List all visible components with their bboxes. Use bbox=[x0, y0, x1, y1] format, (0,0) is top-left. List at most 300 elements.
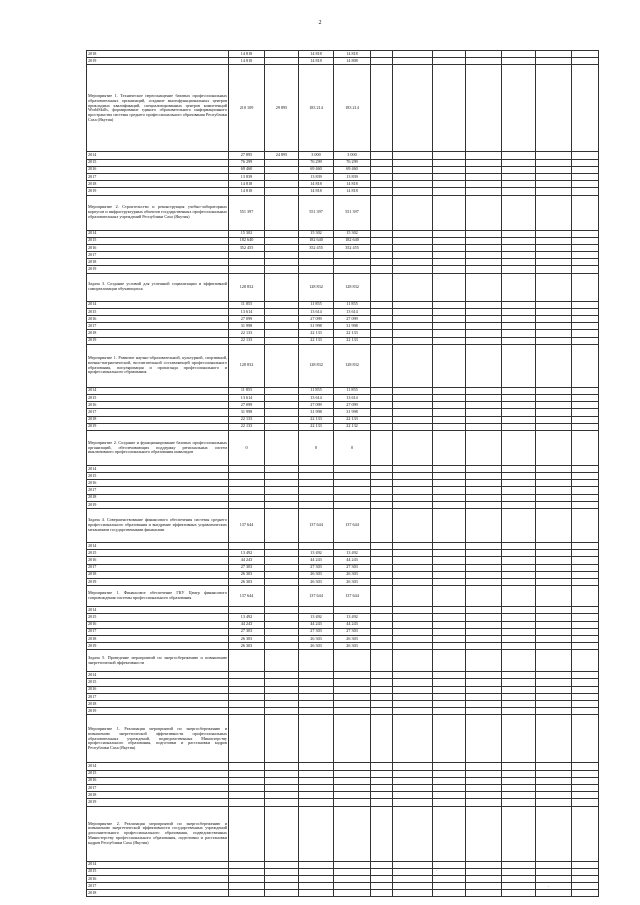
empty-cell bbox=[393, 890, 433, 897]
empty-cell bbox=[536, 166, 572, 173]
amount-cell bbox=[229, 252, 265, 259]
year-cell: 2015 bbox=[87, 614, 229, 621]
amount-cell bbox=[229, 543, 265, 550]
empty-cell bbox=[572, 387, 599, 394]
amount-cell bbox=[229, 686, 265, 693]
year-cell: 2019 bbox=[87, 188, 229, 195]
year-cell: 2015 bbox=[87, 237, 229, 244]
amount-cell bbox=[229, 763, 265, 770]
amount-cell bbox=[334, 650, 371, 672]
empty-cell bbox=[466, 301, 502, 308]
amount-cell bbox=[229, 480, 265, 487]
year-cell: 2019 bbox=[87, 337, 229, 344]
amount-cell bbox=[334, 861, 371, 868]
empty-cell bbox=[536, 387, 572, 394]
amount-cell bbox=[229, 650, 265, 672]
empty-cell bbox=[502, 586, 536, 607]
empty-cell bbox=[466, 316, 502, 323]
amount-cell bbox=[265, 883, 299, 890]
empty-cell bbox=[536, 628, 572, 635]
year-row bbox=[87, 480, 599, 487]
empty-cell bbox=[393, 430, 433, 465]
amount-cell bbox=[265, 777, 299, 784]
empty-cell bbox=[371, 423, 393, 430]
empty-cell bbox=[502, 423, 536, 430]
amount-cell bbox=[265, 875, 299, 882]
empty-cell bbox=[466, 672, 502, 679]
year-row bbox=[87, 237, 599, 244]
amount-cell: 14 818 bbox=[299, 188, 334, 195]
year-cell: 2014 bbox=[87, 465, 229, 472]
amount-cell: 26 303 bbox=[299, 635, 334, 642]
amount-cell bbox=[229, 266, 265, 273]
activity-row bbox=[87, 273, 599, 301]
empty-cell bbox=[502, 784, 536, 791]
empty-cell bbox=[536, 708, 572, 715]
empty-cell bbox=[393, 693, 433, 700]
amount-cell bbox=[265, 487, 299, 494]
empty-cell bbox=[536, 65, 572, 152]
empty-cell bbox=[502, 693, 536, 700]
empty-cell bbox=[536, 58, 572, 65]
empty-cell bbox=[393, 230, 433, 237]
empty-cell bbox=[536, 784, 572, 791]
empty-cell bbox=[393, 166, 433, 173]
amount-cell: 551 397 bbox=[299, 195, 334, 230]
empty-cell bbox=[371, 799, 393, 806]
empty-cell bbox=[371, 571, 393, 578]
empty-cell bbox=[371, 586, 393, 607]
empty-cell bbox=[466, 487, 502, 494]
empty-cell bbox=[466, 58, 502, 65]
year-row bbox=[87, 473, 599, 480]
empty-cell bbox=[371, 344, 393, 387]
amount-cell bbox=[299, 763, 334, 770]
empty-cell bbox=[466, 868, 502, 875]
year-row bbox=[87, 701, 599, 708]
empty-cell bbox=[572, 188, 599, 195]
empty-cell bbox=[502, 173, 536, 180]
empty-cell bbox=[502, 323, 536, 330]
amount-cell bbox=[229, 672, 265, 679]
empty-cell bbox=[536, 861, 572, 868]
amount-cell: 26 303 bbox=[334, 571, 371, 578]
year-cell: 2016 bbox=[87, 166, 229, 173]
empty-cell bbox=[466, 480, 502, 487]
empty-cell bbox=[393, 237, 433, 244]
empty-cell bbox=[572, 316, 599, 323]
amount-cell: 13 492 bbox=[299, 614, 334, 621]
empty-cell bbox=[371, 550, 393, 557]
amount-cell: 31 998 bbox=[299, 409, 334, 416]
empty-cell bbox=[466, 494, 502, 501]
empty-cell bbox=[371, 273, 393, 301]
amount-cell bbox=[334, 480, 371, 487]
amount-cell bbox=[265, 701, 299, 708]
amount-cell bbox=[334, 875, 371, 882]
empty-cell bbox=[502, 409, 536, 416]
empty-cell bbox=[572, 58, 599, 65]
amount-cell bbox=[334, 473, 371, 480]
amount-cell: 128 832 bbox=[299, 273, 334, 301]
empty-cell bbox=[371, 875, 393, 882]
amount-cell: 352 455 bbox=[334, 244, 371, 251]
amount-cell bbox=[299, 501, 334, 508]
empty-cell bbox=[466, 777, 502, 784]
empty-cell bbox=[466, 65, 502, 152]
empty-cell bbox=[433, 799, 466, 806]
amount-cell bbox=[299, 806, 334, 861]
year-cell: 2016 bbox=[87, 316, 229, 323]
activity-row bbox=[87, 65, 599, 152]
empty-cell bbox=[433, 693, 466, 700]
year-cell: 2018 bbox=[87, 416, 229, 423]
activity-description: Задача 3. Создание условий для успешной социализации и эффективной самореализации обучающихся bbox=[87, 273, 229, 301]
empty-cell bbox=[393, 244, 433, 251]
year-cell: 2014 bbox=[87, 672, 229, 679]
empty-cell bbox=[536, 806, 572, 861]
amount-cell bbox=[229, 777, 265, 784]
empty-cell bbox=[502, 188, 536, 195]
amount-cell bbox=[229, 806, 265, 861]
empty-cell bbox=[393, 543, 433, 550]
empty-cell bbox=[536, 679, 572, 686]
year-row bbox=[87, 543, 599, 550]
empty-cell bbox=[466, 799, 502, 806]
empty-cell bbox=[371, 173, 393, 180]
year-cell: 2019 bbox=[87, 643, 229, 650]
empty-cell bbox=[466, 394, 502, 401]
empty-cell bbox=[502, 643, 536, 650]
empty-cell bbox=[572, 344, 599, 387]
empty-cell bbox=[393, 650, 433, 672]
year-row bbox=[87, 244, 599, 251]
empty-cell bbox=[433, 875, 466, 882]
empty-cell bbox=[502, 473, 536, 480]
empty-cell bbox=[502, 543, 536, 550]
empty-cell bbox=[502, 715, 536, 763]
year-cell: 2015 bbox=[87, 679, 229, 686]
amount-cell bbox=[265, 195, 299, 230]
amount-cell: 26 303 bbox=[334, 578, 371, 585]
amount-cell: 14 818 bbox=[229, 181, 265, 188]
empty-cell bbox=[536, 777, 572, 784]
amount-cell bbox=[265, 465, 299, 472]
amount-cell bbox=[334, 543, 371, 550]
empty-cell bbox=[502, 672, 536, 679]
empty-cell bbox=[536, 494, 572, 501]
empty-cell bbox=[433, 252, 466, 259]
amount-cell bbox=[265, 416, 299, 423]
amount-cell bbox=[229, 693, 265, 700]
empty-cell bbox=[572, 152, 599, 159]
empty-cell bbox=[536, 543, 572, 550]
year-row bbox=[87, 166, 599, 173]
amount-cell: 27 303 bbox=[299, 628, 334, 635]
empty-cell bbox=[572, 701, 599, 708]
empty-cell bbox=[393, 316, 433, 323]
empty-cell bbox=[502, 621, 536, 628]
year-cell: 2014 bbox=[87, 607, 229, 614]
amount-cell bbox=[265, 159, 299, 166]
empty-cell bbox=[572, 578, 599, 585]
empty-cell bbox=[466, 152, 502, 159]
amount-cell: 128 832 bbox=[299, 344, 334, 387]
empty-cell bbox=[433, 571, 466, 578]
empty-cell bbox=[371, 430, 393, 465]
budget-table-body bbox=[87, 51, 599, 897]
empty-cell bbox=[536, 316, 572, 323]
empty-cell bbox=[466, 416, 502, 423]
empty-cell bbox=[393, 715, 433, 763]
amount-cell bbox=[265, 628, 299, 635]
empty-cell bbox=[371, 316, 393, 323]
empty-cell bbox=[393, 550, 433, 557]
empty-cell bbox=[536, 509, 572, 543]
amount-cell: 22 133 bbox=[229, 330, 265, 337]
empty-cell bbox=[433, 701, 466, 708]
empty-cell bbox=[393, 487, 433, 494]
scan-mark: · bbox=[436, 869, 438, 874]
amount-cell: 26 303 bbox=[229, 571, 265, 578]
empty-cell bbox=[572, 890, 599, 897]
empty-cell bbox=[371, 686, 393, 693]
amount-cell bbox=[299, 266, 334, 273]
empty-cell bbox=[371, 51, 393, 58]
amount-cell: 27 099 bbox=[334, 402, 371, 409]
amount-cell: 27 303 bbox=[229, 564, 265, 571]
empty-cell bbox=[536, 701, 572, 708]
amount-cell bbox=[299, 480, 334, 487]
amount-cell: 14 818 bbox=[299, 181, 334, 188]
empty-cell bbox=[572, 473, 599, 480]
empty-cell bbox=[393, 799, 433, 806]
empty-cell bbox=[371, 672, 393, 679]
empty-cell bbox=[502, 430, 536, 465]
amount-cell: 183 214 bbox=[334, 65, 371, 152]
empty-cell bbox=[502, 159, 536, 166]
empty-cell bbox=[572, 861, 599, 868]
empty-cell bbox=[433, 230, 466, 237]
amount-cell bbox=[229, 607, 265, 614]
year-row bbox=[87, 416, 599, 423]
empty-cell bbox=[536, 614, 572, 621]
empty-cell bbox=[572, 465, 599, 472]
year-cell: 2015 bbox=[87, 868, 229, 875]
amount-cell bbox=[334, 465, 371, 472]
amount-cell: 137 644 bbox=[299, 586, 334, 607]
year-cell: 2017 bbox=[87, 693, 229, 700]
empty-cell bbox=[393, 509, 433, 543]
empty-cell bbox=[572, 423, 599, 430]
amount-cell bbox=[299, 473, 334, 480]
empty-cell bbox=[371, 159, 393, 166]
amount-cell bbox=[229, 708, 265, 715]
year-row bbox=[87, 883, 599, 890]
amount-cell bbox=[229, 259, 265, 266]
empty-cell bbox=[572, 571, 599, 578]
empty-cell bbox=[572, 564, 599, 571]
amount-cell bbox=[265, 473, 299, 480]
year-row bbox=[87, 301, 599, 308]
amount-cell bbox=[299, 770, 334, 777]
year-cell: 2014 bbox=[87, 763, 229, 770]
empty-cell bbox=[433, 686, 466, 693]
amount-cell bbox=[265, 273, 299, 301]
empty-cell bbox=[371, 806, 393, 861]
year-row bbox=[87, 770, 599, 777]
empty-cell bbox=[572, 323, 599, 330]
empty-cell bbox=[572, 337, 599, 344]
amount-cell: 22 133 bbox=[229, 337, 265, 344]
amount-cell bbox=[265, 301, 299, 308]
empty-cell bbox=[572, 792, 599, 799]
empty-cell bbox=[433, 323, 466, 330]
empty-cell bbox=[502, 58, 536, 65]
year-cell: 2017 bbox=[87, 252, 229, 259]
empty-cell bbox=[433, 578, 466, 585]
empty-cell bbox=[572, 509, 599, 543]
empty-cell bbox=[572, 621, 599, 628]
year-row bbox=[87, 316, 599, 323]
empty-cell bbox=[433, 344, 466, 387]
empty-cell bbox=[371, 394, 393, 401]
empty-cell bbox=[466, 501, 502, 508]
amount-cell bbox=[334, 259, 371, 266]
amount-cell bbox=[229, 487, 265, 494]
amount-cell bbox=[334, 883, 371, 890]
empty-cell bbox=[433, 473, 466, 480]
year-cell: 2016 bbox=[87, 244, 229, 251]
amount-cell bbox=[299, 494, 334, 501]
empty-cell bbox=[371, 578, 393, 585]
amount-cell bbox=[299, 679, 334, 686]
empty-cell bbox=[433, 792, 466, 799]
amount-cell: 26 303 bbox=[334, 635, 371, 642]
empty-cell bbox=[371, 409, 393, 416]
empty-cell bbox=[433, 494, 466, 501]
empty-cell bbox=[502, 330, 536, 337]
empty-cell bbox=[572, 259, 599, 266]
activity-row bbox=[87, 430, 599, 465]
empty-cell bbox=[466, 564, 502, 571]
empty-cell bbox=[536, 159, 572, 166]
empty-cell bbox=[466, 686, 502, 693]
year-row bbox=[87, 607, 599, 614]
empty-cell bbox=[536, 607, 572, 614]
empty-cell bbox=[371, 252, 393, 259]
empty-cell bbox=[393, 607, 433, 614]
empty-cell bbox=[536, 252, 572, 259]
amount-cell: 13 839 bbox=[299, 173, 334, 180]
amount-cell bbox=[265, 480, 299, 487]
year-row bbox=[87, 708, 599, 715]
empty-cell bbox=[371, 650, 393, 672]
empty-cell bbox=[371, 487, 393, 494]
empty-cell bbox=[393, 301, 433, 308]
empty-cell bbox=[433, 607, 466, 614]
empty-cell bbox=[502, 344, 536, 387]
empty-cell bbox=[536, 890, 572, 897]
year-row bbox=[87, 152, 599, 159]
empty-cell bbox=[393, 323, 433, 330]
empty-cell bbox=[393, 501, 433, 508]
amount-cell bbox=[265, 188, 299, 195]
amount-cell bbox=[265, 643, 299, 650]
amount-cell bbox=[265, 861, 299, 868]
amount-cell: 31 998 bbox=[229, 323, 265, 330]
amount-cell bbox=[334, 693, 371, 700]
amount-cell bbox=[299, 686, 334, 693]
empty-cell bbox=[572, 273, 599, 301]
empty-cell bbox=[393, 394, 433, 401]
empty-cell bbox=[393, 159, 433, 166]
empty-cell bbox=[466, 51, 502, 58]
empty-cell bbox=[371, 237, 393, 244]
amount-cell bbox=[334, 679, 371, 686]
empty-cell bbox=[536, 868, 572, 875]
amount-cell: 29 895 bbox=[265, 65, 299, 152]
empty-cell bbox=[536, 465, 572, 472]
amount-cell bbox=[265, 387, 299, 394]
empty-cell bbox=[572, 430, 599, 465]
empty-cell bbox=[536, 430, 572, 465]
year-row bbox=[87, 188, 599, 195]
empty-cell bbox=[371, 890, 393, 897]
amount-cell bbox=[334, 252, 371, 259]
amount-cell bbox=[265, 423, 299, 430]
empty-cell bbox=[393, 586, 433, 607]
empty-cell bbox=[433, 416, 466, 423]
empty-cell bbox=[572, 557, 599, 564]
empty-cell bbox=[433, 402, 466, 409]
amount-cell: 14 808 bbox=[334, 58, 371, 65]
empty-cell bbox=[466, 875, 502, 882]
empty-cell bbox=[536, 416, 572, 423]
empty-cell bbox=[466, 402, 502, 409]
empty-cell bbox=[371, 473, 393, 480]
empty-cell bbox=[536, 480, 572, 487]
amount-cell bbox=[229, 784, 265, 791]
empty-cell bbox=[502, 394, 536, 401]
empty-cell bbox=[502, 181, 536, 188]
empty-cell bbox=[572, 394, 599, 401]
empty-cell bbox=[371, 337, 393, 344]
year-row bbox=[87, 868, 599, 875]
activity-row bbox=[87, 195, 599, 230]
amount-cell: 26 303 bbox=[334, 643, 371, 650]
activity-description: Задача 4. Совершенствование финансового обеспечения системы среднего профессионального образования и внедрение эффективных управленческих механизмов государственными финансами bbox=[87, 509, 229, 543]
empty-cell bbox=[572, 614, 599, 621]
empty-cell bbox=[502, 890, 536, 897]
empty-cell bbox=[393, 480, 433, 487]
year-row bbox=[87, 337, 599, 344]
empty-cell bbox=[371, 402, 393, 409]
empty-cell bbox=[466, 266, 502, 273]
amount-cell: 76 299 bbox=[229, 159, 265, 166]
amount-cell bbox=[265, 330, 299, 337]
amount-cell bbox=[265, 770, 299, 777]
empty-cell bbox=[572, 784, 599, 791]
empty-cell bbox=[536, 875, 572, 882]
amount-cell bbox=[265, 230, 299, 237]
empty-cell bbox=[572, 777, 599, 784]
empty-cell bbox=[371, 701, 393, 708]
amount-cell: 3 000 bbox=[299, 152, 334, 159]
empty-cell bbox=[502, 273, 536, 301]
empty-cell bbox=[572, 494, 599, 501]
empty-cell bbox=[536, 564, 572, 571]
